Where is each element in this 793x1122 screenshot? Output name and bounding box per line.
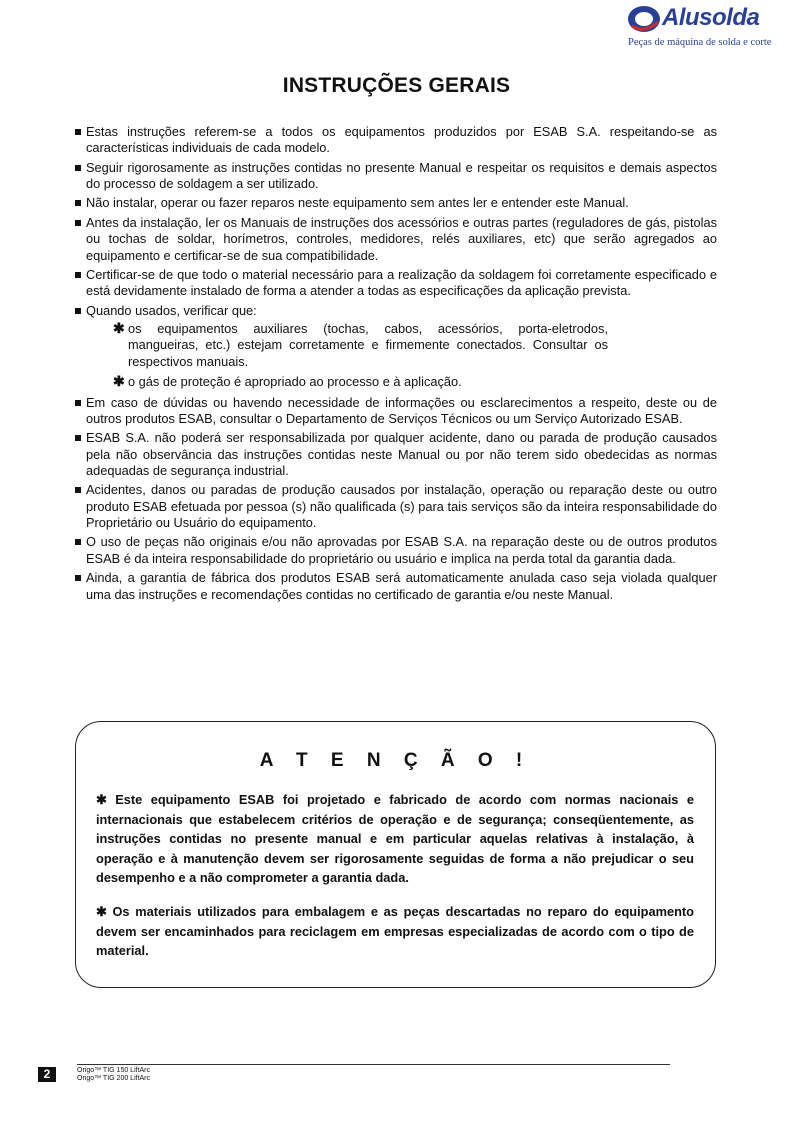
list-item: Antes da instalação, ler os Manuais de instruções dos acessórios e outras partes (reguladores de gás, pistolas ou tochas de soldar, horímetros, controles, medidores, relés auxiliares, etc) que serão agregados ao equipamento e certificar-se de sua compatibilidade. (72, 215, 717, 264)
sub-list (86, 321, 717, 391)
attention-heading: A T E N Ç Ã O ! (259, 750, 532, 771)
page-title: INSTRUÇÕES GERAIS (282, 74, 511, 97)
attention-paragraph: ✱ Este equipamento ESAB foi projetado e fabricado de acordo com normas nacionais e internacionais que estabelecem critérios de operação e de segurança; conseqüentemente, as instruções contidas no presente manual e em particular aquelas relativas à instalação, à operação e à manutenção devem ser rigorosamente seguidas de forma a não prejudicar o seu desempenho e a não comprometer a garantia dada. (96, 792, 695, 885)
square-bullet-icon (75, 575, 81, 581)
asterisk-bullet-icon: ✱ (96, 904, 107, 919)
list-item: Ainda, a garantia de fábrica dos produtos ESAB será automaticamente anulada caso seja violada qualquer uma das instruções e recomendações contidas no certificado de garantia e/ou neste Manual. (72, 570, 717, 603)
list-item: O uso de peças não originais e/ou não aprovadas por ESAB S.A. na reparação deste ou de outros produtos ESAB é da inteira responsabilidade do proprietário ou usuário e implica na perda total da garantia dada. (72, 534, 717, 567)
attention-box (75, 721, 716, 988)
list-item: Estas instruções referem-se a todos os equipamentos produzidos por ESAB S.A. respeitando-se as características individuais de cada modelo. (72, 124, 717, 157)
list-item: Em caso de dúvidas ou havendo necessidade de informações ou esclarecimentos a respeito, deste ou de outros produtos ESAB, consultar o Departamento de Serviços Técnicos ou um Serviço Autorizado ESAB. (72, 395, 717, 428)
square-bullet-icon (75, 129, 81, 135)
asterisk-bullet-icon: ✱ (96, 792, 107, 807)
footer-model-line: Origo™ TIG 200 LiftArc (77, 1075, 151, 1082)
attention-paragraph: ✱ Os materiais utilizados para embalagem e as peças descartadas no reparo do equipamento devem ser encaminhados para reciclagem em empresas especializadas de acordo com o tipo de material. (96, 904, 694, 958)
asterisk-bullet-icon: ✱ (113, 319, 125, 336)
list-item: Seguir rigorosamente as instruções contidas no presente Manual e respeitar os requisitos e demais aspectos do processo de soldagem a ser utilizado. (72, 160, 717, 193)
list-item: Não instalar, operar ou fazer reparos neste equipamento sem antes ler e entender este Manual. (72, 195, 717, 211)
list-item: Acidentes, danos ou paradas de produção causados por instalação, operação ou reparação deste ou outro produto ESAB efetuada por pessoa (s) não qualificada (s) para tais serviços são da inteira responsabilidade do Proprietário ou Usuário do equipamento. (72, 482, 717, 531)
brand-logo (622, 4, 772, 52)
square-bullet-icon (75, 308, 81, 314)
footer-models (77, 1067, 150, 1083)
list-item: Certificar-se de que todo o material necessário para a realização da soldagem foi corretamente especificado e está devidamente instalado de forma a atender a todas as especificações da aplicação prevista. (72, 267, 717, 300)
sub-list-item: ✱ os equipamentos auxiliares (tochas, cabos, acessórios, porta-eletrodos, mangueiras, etc.) estejam corretamente e firmemente conectados. Consultar os respectivos manuais. (113, 319, 608, 369)
list-item: ESAB S.A. não poderá ser responsabilizada por qualquer acidente, dano ou parada de produção causados pela não observância das instruções contidas neste Manual ou por não terem sido obedecidas as normas adequadas de segurança industrial. (72, 430, 717, 479)
square-bullet-icon (75, 539, 81, 545)
square-bullet-icon (75, 165, 81, 171)
square-bullet-icon (75, 272, 81, 278)
sub-list-item: ✱ o gás de proteção é apropriado ao processo e à aplicação. (113, 373, 462, 390)
instructions-list (72, 124, 717, 606)
square-bullet-icon (75, 200, 81, 206)
square-bullet-icon (75, 487, 81, 493)
brand-name: Alusolda (662, 4, 760, 31)
brand-tagline: Peças de máquina de solda e corte (628, 37, 772, 48)
list-item: Quando usados, verificar que: ✱ os equipamentos auxiliares (tochas, cabos, acessórios, porta-eletrodos, mangueiras, etc.) estejam corretamente e firmemente conectados. Consultar os respectivos manuais. ✱ o gás de proteção é apropriado ao processo e à aplicação. (72, 303, 717, 391)
square-bullet-icon (75, 220, 81, 226)
page-number: 2 (38, 1067, 56, 1082)
square-bullet-icon (75, 400, 81, 406)
footer-model-line: Origo™ TIG 150 LiftArc (77, 1067, 151, 1074)
asterisk-bullet-icon: ✱ (113, 373, 125, 390)
square-bullet-icon (75, 435, 81, 441)
logo-mark-icon (626, 4, 662, 34)
footer-divider (77, 1064, 670, 1065)
